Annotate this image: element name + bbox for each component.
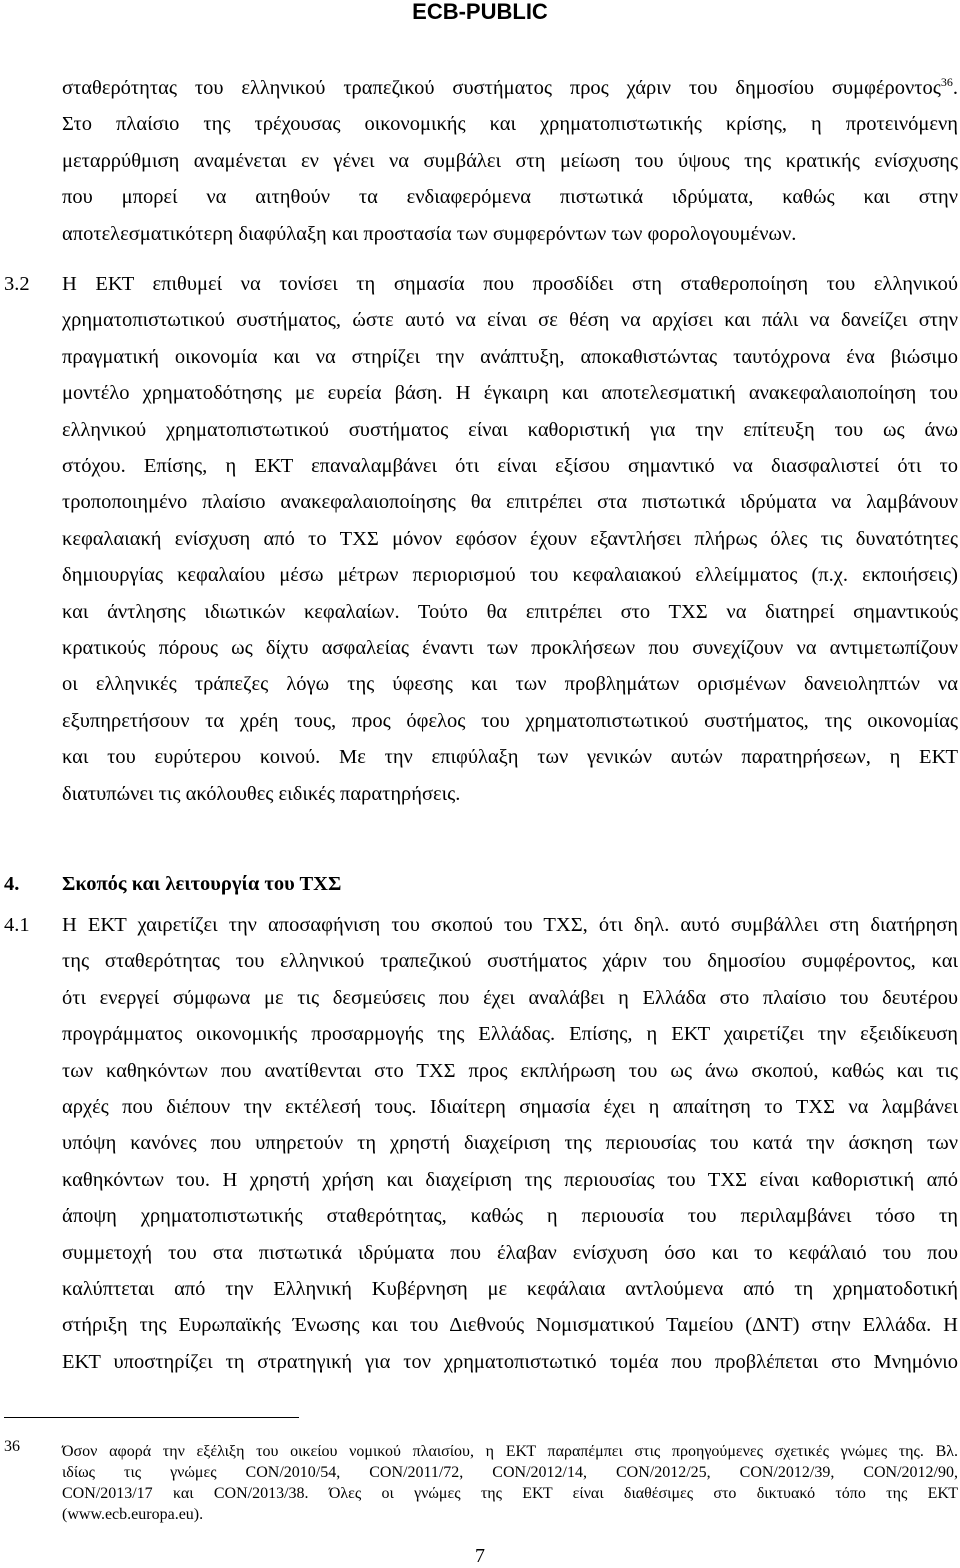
text-line: Η ΕΚΤ επιθυμεί να τονίσει τη σημασία που προσδίδει στη σταθεροποίηση του ελληνικού <box>62 273 958 295</box>
text-line: της σταθερότητας του ελληνικού τραπεζικού συστήματος χάριν του δημοσίου συμφέροντος, και <box>62 950 958 973</box>
text-line: Στο πλαίσιο της τρέχουσας οικονομικής και χρηματοπιστωτικής κρίσης, η προτεινόμενη <box>62 113 958 136</box>
text-line: στήριξη της Ευρωπαϊκής Ένωσης και του Διεθνούς Νομισματικού Ταμείου (ΔΝΤ) στην Ελλάδα. Η <box>62 1314 958 1337</box>
text-line: υπόψη κανόνες που υπηρετούν τη χρηστή διαχείριση της περιουσίας του κατά την άσκηση των <box>62 1132 958 1155</box>
text-line: των καθηκόντων που ανατίθενται στο ΤΧΣ προς εκπλήρωση του ως άνω σκοπού, καθώς και τις <box>62 1059 958 1082</box>
text-line: εξυπηρετήσουν τα χρέη τους, προς όφελος του χρηματοπιστωτικού συστήματος, της οικονομίας <box>62 709 958 732</box>
text-line: καθηκόντων του. Η χρηστή χρήση και διαχείριση της περιουσίας του ΤΧΣ είναι καθοριστική από <box>62 1168 958 1191</box>
text-line: μεταρρύθμιση αναμένεται εν γένει να συμβάλει στη μείωση του ύψους της κρατικής ενίσχυσης <box>62 149 958 172</box>
footnote-line: Όσον αφορά την εξέλιξη του οικείου νομικού πλαισίου, η ΕΚΤ παραπέμπει στις προηγούμενες σχετικές γνώμες της. Βλ. <box>62 1443 958 1460</box>
text-line: προγράμματος οικονομικής προσαρμογής της Ελλάδας. Επίσης, η ΕΚΤ χαιρετίζει την εξειδίκευση <box>62 1023 958 1046</box>
footnote-separator <box>4 1417 299 1418</box>
text-line: πραγματική οικονομία και να στηρίζει την ανάπτυξη, αποκαθιστώντας ταυτόχρονα ένα βιώσιμο <box>62 345 958 368</box>
text-line: και του ευρύτερου κοινού. Με την επιφύλαξη των γενικών αυτών παρατηρήσεων, η ΕΚΤ <box>62 746 958 769</box>
text-line: καλύπτεται από την Ελληνική Κυβέρνηση με κεφάλαια αντλούμενα από τη χρηματοδοτική <box>62 1278 958 1301</box>
section-number: 4. <box>4 873 20 895</box>
text-line: στόχου. Επίσης, η ΕΚΤ επαναλαμβάνει ότι είναι εξίσου σημαντικό να διασφαλιστεί ότι το <box>62 455 958 478</box>
text-line: κρατικούς πόρους ως δίχτυ ασφαλείας έναντι των προκλήσεων που συνεχίζουν να αντιμετωπίζουν <box>62 637 958 660</box>
footnote-reference: 36 <box>940 75 953 90</box>
paragraph-4-1 <box>62 907 958 1380</box>
text-line: που μπορεί να αιτηθούν τα ενδιαφερόμενα πιστωτικά ιδρύματα, καθώς και στην <box>62 186 958 209</box>
section-title: Σκοπός και λειτουργία του ΤΧΣ <box>62 873 342 895</box>
text-line: μοντέλο χρηματοδότησης με ευρεία βάση. Η έγκαιρη και αποτελεσματική ανακεφαλαιοποίηση του <box>62 382 958 405</box>
document-classification-header: ECB-PUBLIC <box>412 0 548 24</box>
paragraph-3-2 <box>62 266 958 812</box>
footnote-line: ιδίως τις γνώμες CON/2010/54, CON/2011/72, CON/2012/14, CON/2012/25, CON/2012/39, CON/2012/90, <box>62 1464 958 1481</box>
text-line: χρηματοπιστωτικού συστήματος, ώστε αυτό να είναι σε θέση να αρχίσει και πάλι να δανείζει στην <box>62 309 958 332</box>
footnote-number: 36 <box>4 1438 20 1455</box>
text-line: αρχές που διέπουν την εκτέλεσή τους. Ιδιαίτερη σημασία έχει η απαίτηση το ΤΧΣ να λαμβάνει <box>62 1096 958 1119</box>
text-line: κεφαλαιακή ενίσχυση από το ΤΧΣ μόνον εφόσον έχουν εξαντλήσει πλήρως όλες τις δυνατότητες <box>62 527 958 550</box>
text-line: ΕΚΤ υποστηρίζει τη στρατηγική για τον χρηματοπιστωτικό τομέα που προβλέπεται στο Μνημόνιο <box>62 1350 958 1373</box>
footnote-text <box>62 1441 958 1525</box>
footnote-line: CON/2013/17 και CON/2013/38. Όλες οι γνώμες της ΕΚΤ είναι διαθέσιμες στο δικτυακό τόπο της ΕΚΤ <box>62 1485 958 1502</box>
text-line: οι ελληνικές τράπεζες λόγω της ύφεσης και των προβλημάτων ορισμένων δανειοληπτών να <box>62 673 958 696</box>
text-line: αποτελεσματικότερη διαφύλαξη και προστασία των συμφερόντων των φορολογουμένων. <box>62 222 797 245</box>
text-line: ελληνικού χρηματοπιστωτικού συστήματος είναι καθοριστική για την επίτευξη του ως άνω <box>62 418 958 441</box>
paragraph-number: 3.2 <box>4 273 30 295</box>
text-line: συμμετοχή του στα πιστωτικά ιδρύματα που έλαβαν ενίσχυση όσο και το κεφάλαιό του που <box>62 1241 958 1264</box>
text-line: τροποποιημένο πλαίσιο ανακεφαλαιοποίησης θα επιτρέπει στα πιστωτικά ιδρύματα να λαμβάνουν <box>62 491 958 514</box>
text-line: Η ΕΚΤ χαιρετίζει την αποσαφήνιση του σκοπού του ΤΧΣ, ότι δηλ. αυτό συμβάλλει στη διατήρηση <box>62 914 958 936</box>
text-line: άποψη χρηματοπιστωτικής σταθερότητας, καθώς η περιουσία του περιλαμβάνει τόσο τη <box>62 1205 958 1228</box>
text-line: και άντλησης ιδιωτικών κεφαλαίων. Τούτο θα επιτρέπει στο ΤΧΣ να διατηρεί σημαντικούς <box>62 600 958 623</box>
text-line: διατυπώνει τις ακόλουθες ειδικές παρατηρήσεις. <box>62 782 461 805</box>
text-line: ότι ενεργεί σύμφωνα με τις δεσμεύσεις που έχει αναλάβει η Ελλάδα στο πλαίσιο του δευτέρου <box>62 986 958 1009</box>
text-line: δημιουργίας κεφαλαίου μέσω μέτρων περιορισμού του κεφαλαιακού ελλείμματος (π.χ. εκποιήσεις) <box>62 564 958 587</box>
paragraph-continuation <box>62 70 958 252</box>
page-number: 7 <box>475 1545 485 1567</box>
footnote-line: (www.ecb.europa.eu). <box>62 1506 204 1523</box>
paragraph-number: 4.1 <box>4 914 30 936</box>
text-line: σταθερότητας του ελληνικού τραπεζικού συστήματος προς χάριν του δημοσίου συμφέροντος$^{36}$. <box>62 75 958 99</box>
